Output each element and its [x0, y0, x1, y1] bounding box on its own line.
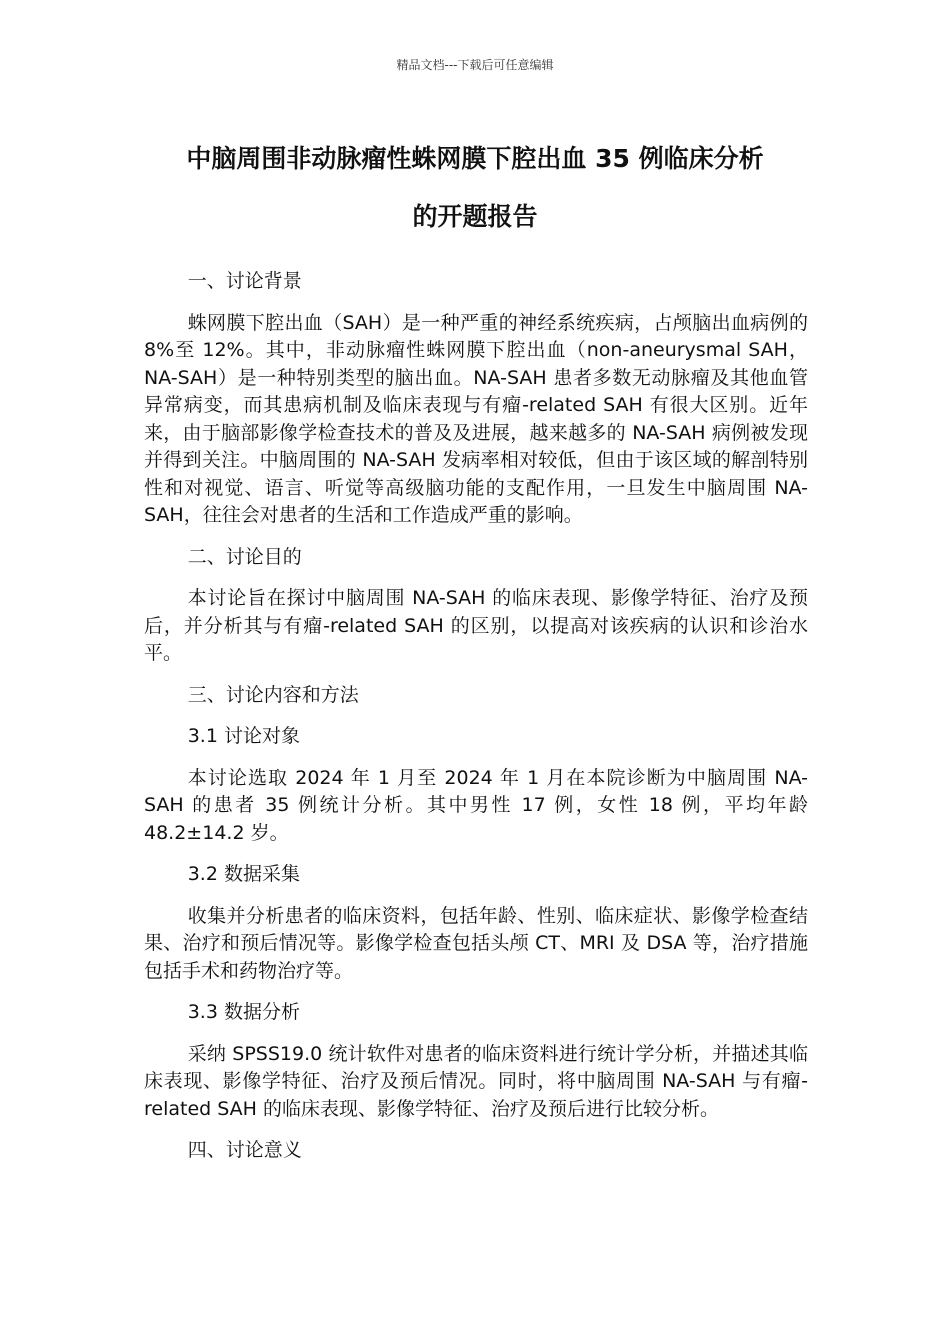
document-title	[100, 130, 850, 246]
section-heading-background: 一、讨论背景	[187, 270, 302, 292]
paragraph-data-collection: 收集并分析患者的临床资料，包括年龄、性别、临床症状、影像学检查结果、治疗和预后情况等。影像学检查包括头颅 CT、MRI 及 DSA 等，治疗措施包括手术和药物治疗等。	[144, 904, 808, 982]
section-heading-purpose: 二、讨论目的	[187, 545, 302, 568]
paragraph-data-analysis: 采纳 SPSS19.0 统计软件对患者的临床资料进行统计学分析，并描述其临床表现、影像学特征、治疗及预后情况。同时，将中脑周围 NA-SAH 与有瘤-related SAH 的临床表现、影像学特征、治疗及预后进行比较分析。	[144, 1042, 808, 1120]
subsection-heading-data-collection: 3.2 数据采集	[187, 863, 300, 885]
subsection-heading-data-analysis: 3.3 数据分析	[187, 1001, 300, 1023]
title-line-2: 的开题报告	[412, 202, 538, 231]
section-heading-significance: 四、讨论意义	[187, 1139, 302, 1161]
title-line-1: 中脑周围非动脉瘤性蛛网膜下腔出血 35 例临床分析	[186, 144, 764, 173]
document-body	[144, 268, 808, 1179]
header-note: 精品文档---下载后可任意编辑	[396, 58, 554, 72]
subsection-heading-subjects: 3.1 讨论对象	[187, 725, 300, 747]
section-heading-content-methods: 三、讨论内容和方法	[187, 683, 359, 706]
paragraph-background: 蛛网膜下腔出血（SAH）是一种严重的神经系统疾病，占颅脑出血病例的 8%至 12%。其中，非动脉瘤性蛛网膜下腔出血（non-aneurysmal SAH，NA-SAH）是一种特别类型的脑出血。NA-SAH 患者多数无动脉瘤及其他血管异常病变，而其患病机制及临床表现与有瘤-related SAH 有很大区别。近年来，由于脑部影像学检查技术的普及及进展，越来越多的 NA-SAH 病例被发现并得到关注。中脑周围的 NA-SAH 发病率相对较低，但由于该区域的解剖特别性和对视觉、语言、听觉等高级脑功能的支配作用，一旦发生中脑周围 NA-SAH，往往会对患者的生活和工作造成严重的影响。	[144, 311, 808, 526]
paragraph-purpose: 本讨论旨在探讨中脑周围 NA-SAH 的临床表现、影像学特征、治疗及预后，并分析其与有瘤-related SAH 的区别，以提高对该疾病的认识和诊治水平。	[144, 587, 808, 664]
paragraph-subjects: 本讨论选取 2024 年 1 月至 2024 年 1 月在本院诊断为中脑周围 NA-SAH 的患者 35 例统计分析。其中男性 17 例，女性 18 例，平均年龄 48.2±14.2 岁。	[144, 766, 808, 844]
